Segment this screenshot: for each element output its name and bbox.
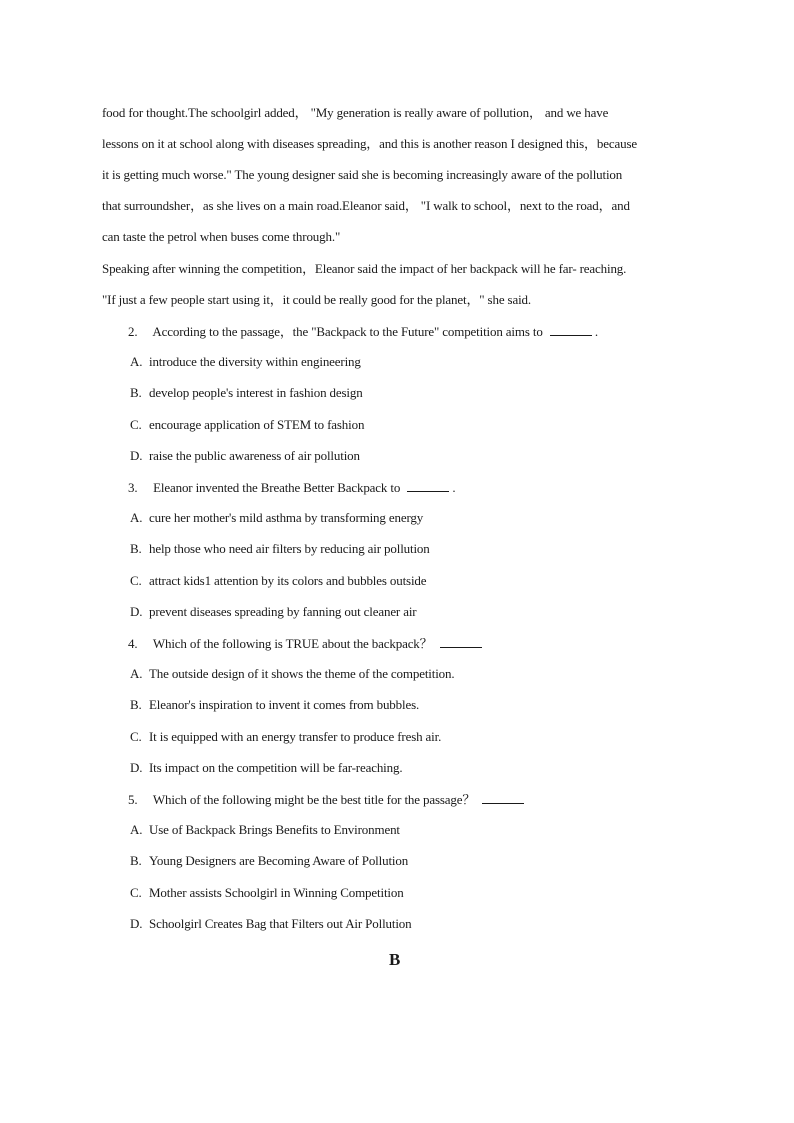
option-letter: D. <box>130 604 143 619</box>
option-c <box>130 729 730 745</box>
answer-blank <box>407 479 449 492</box>
option-letter: D. <box>130 760 143 775</box>
option-text: Use of Backpack Brings Benefits to Environment <box>149 822 400 837</box>
option-b <box>130 385 730 401</box>
option-text: The outside design of it shows the theme of the competition. <box>149 666 455 681</box>
option-text: attract kids1 attention by its colors and bubbles outside <box>149 573 427 588</box>
question-number: 5. <box>128 792 138 807</box>
question-tail: . <box>594 324 599 339</box>
option-text: raise the public awareness of air pollution <box>149 448 360 463</box>
option-text: Its impact on the competition will be far-reaching. <box>149 760 403 775</box>
option-text: cure her mother's mild asthma by transforming energy <box>149 510 424 525</box>
option-text: encourage application of STEM to fashion <box>149 417 365 432</box>
option-letter: B. <box>130 853 142 868</box>
passage-line: Speaking after winning the competition，Eleanor said the impact of her backpack will he far- reaching. <box>102 261 627 276</box>
option-letter: D. <box>130 448 143 463</box>
answer-blank <box>440 635 482 648</box>
question-tail: . <box>452 480 456 495</box>
option-b <box>130 697 730 713</box>
question-stem: According to the passage，the "Backpack to the Future" competition aims to <box>152 324 543 339</box>
option-letter: B. <box>130 541 142 556</box>
option-text: Schoolgirl Creates Bag that Filters out Air Pollution <box>149 916 412 931</box>
answer-blank <box>482 791 524 804</box>
passage-line: can taste the petrol when buses come through." <box>102 229 341 244</box>
option-a <box>130 510 730 526</box>
option-d <box>130 916 730 932</box>
passage-line: that surroundsher，as she lives on a main road.Eleanor said， "I walk to school，next to the road，and <box>102 198 630 213</box>
option-text: prevent diseases spreading by fanning out cleaner air <box>149 604 417 619</box>
option-c <box>130 885 730 901</box>
option-a <box>130 354 730 370</box>
question-3 <box>128 479 728 496</box>
option-d <box>130 604 730 620</box>
option-letter: B. <box>130 385 142 400</box>
option-letter: A. <box>130 510 143 525</box>
question-stem: Which of the following is TRUE about the backpack？ <box>152 636 433 651</box>
question-stem: Eleanor invented the Breathe Better Backpack to <box>153 480 401 495</box>
option-a <box>130 822 730 838</box>
option-a <box>130 666 730 682</box>
option-letter: C. <box>130 885 142 900</box>
option-letter: A. <box>130 354 143 369</box>
passage-line: lessons on it at school along with diseases spreading，and this is another reason I designed this，because <box>102 136 637 151</box>
option-letter: A. <box>130 822 143 837</box>
question-4 <box>128 635 728 652</box>
question-5 <box>128 791 728 808</box>
option-letter: A. <box>130 666 143 681</box>
option-b <box>130 541 730 557</box>
option-letter: D. <box>130 916 143 931</box>
option-letter: C. <box>130 573 142 588</box>
option-text: Young Designers are Becoming Aware of Pollution <box>149 853 409 868</box>
option-b <box>130 853 730 869</box>
option-letter: B. <box>130 697 142 712</box>
option-text: help those who need air filters by reducing air pollution <box>149 541 430 556</box>
passage-line: "If just a few people start using it，it could be really good for the planet，" she said. <box>102 292 531 307</box>
question-stem: Which of the following might be the best title for the passage？ <box>152 792 476 807</box>
passage-line: it is getting much worse." The young designer said she is becoming increasingly aware of the pollution <box>102 167 623 182</box>
option-letter: C. <box>130 417 142 432</box>
question-number: 2. <box>128 324 138 339</box>
option-text: It is equipped with an energy transfer to produce fresh air. <box>149 729 442 744</box>
section-heading: B <box>389 950 401 969</box>
option-text: Eleanor's inspiration to invent it comes from bubbles. <box>149 697 420 712</box>
passage-line: food for thought.The schoolgirl added， "My generation is really aware of pollution， and we have <box>102 105 609 120</box>
question-number: 3. <box>128 480 138 495</box>
option-letter: C. <box>130 729 142 744</box>
option-c <box>130 417 730 433</box>
option-d <box>130 760 730 776</box>
option-text: develop people's interest in fashion design <box>149 385 363 400</box>
answer-blank <box>550 323 592 336</box>
option-text: introduce the diversity within engineering <box>149 354 361 369</box>
question-number: 4. <box>128 636 138 651</box>
question-2 <box>128 323 728 340</box>
option-text: Mother assists Schoolgirl in Winning Competition <box>149 885 404 900</box>
option-d <box>130 448 730 464</box>
option-c <box>130 573 730 589</box>
